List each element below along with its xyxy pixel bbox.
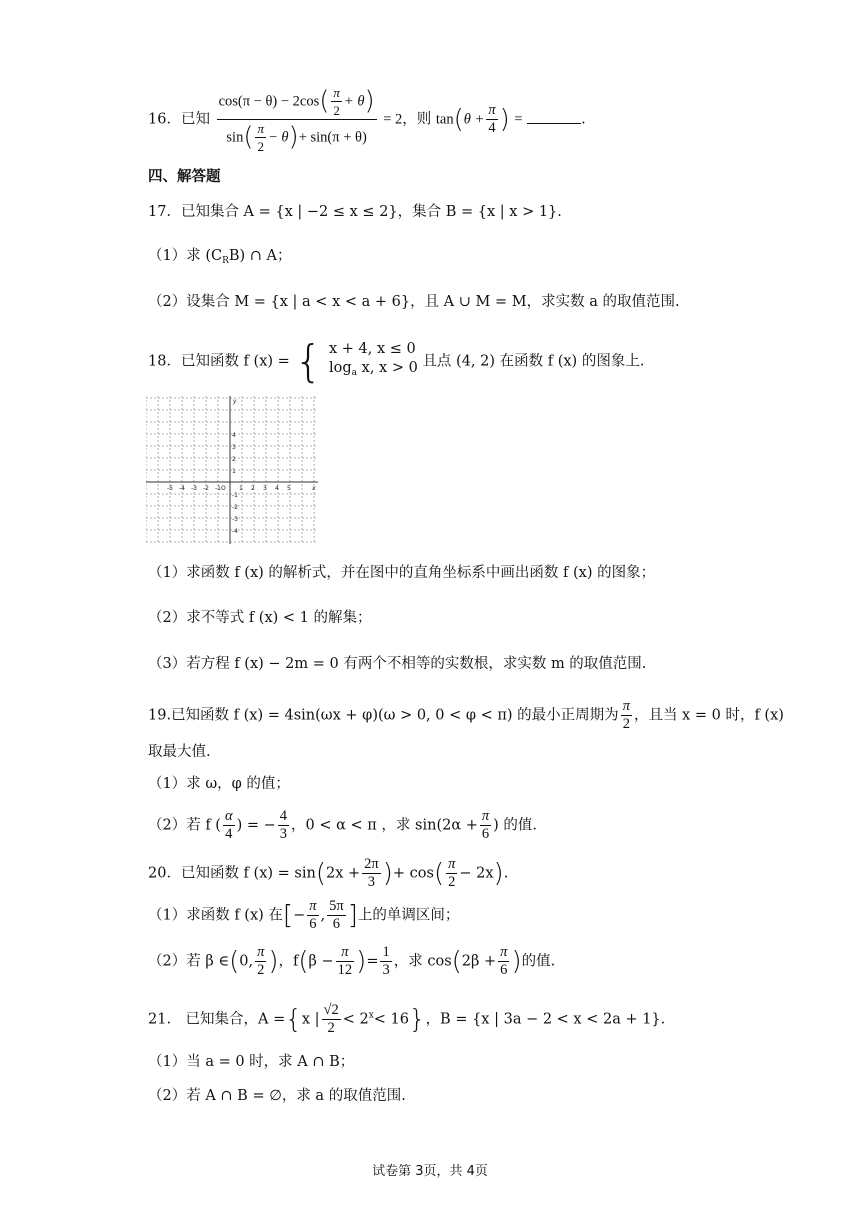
y-tick-label: 4 [232, 432, 236, 439]
y-tick-label: 1 [232, 468, 236, 475]
x-tick-label: -5 [167, 485, 173, 492]
section-heading: 四、解答题 [148, 169, 221, 185]
q16-fraction: cos(π − θ) − 2cos( $\frac{\pi}{2}$ + θ) sin( $\frac{\pi}{2}$ − θ)+ sin(π + θ) [218, 85, 375, 154]
q19-part1: （1）求 ω，φ 的值； [148, 776, 290, 792]
x-tick-label: 5 [287, 485, 291, 492]
question-16: 16．已知 cos(π − θ) − 2cos( $\frac{\pi}{2}$ + θ) sin( $\frac{\pi}{2}$ − θ)+ sin(π + θ) = 2，则 tan(θ + $\frac{\pi}{4}$ ) = . [148, 85, 586, 154]
x-tick-label: 4 [275, 485, 279, 492]
question-21: 21. 已知集合，A ={x | $\frac{√2}{2}$ < $2^x< 16$}，B = {x | 3a − 2 < x < 2a + 1}. [148, 1002, 666, 1036]
answer-blank[interactable] [527, 111, 581, 124]
y-tick-label: -4 [232, 528, 238, 535]
x-axis-label: x [312, 485, 316, 492]
q17-part1: （1）求 $(C_RB)$ ∩ A； [148, 248, 292, 266]
coordinate-grid[interactable] [146, 396, 318, 544]
x-tick-label: -4 [179, 485, 185, 492]
question-20: 20．已知函数 f (x) = sin(2x + $\frac{2\pi}{3}$ )+ cos( $\frac{\pi}{2}$ − 2x). [148, 856, 509, 890]
x-tick-label: 2 [251, 485, 255, 492]
q18-part1: （1）求函数 f (x) 的解析式，并在图中的直角坐标系中画出函数 f (x) 的图象； [148, 565, 656, 581]
q18-part3: （3）若方程 f (x) − 2m = 0 有两个不相等的实数根，求实数 m 的取值范围. [148, 656, 647, 672]
y-tick-label: -2 [232, 504, 238, 511]
y-axis-label: y [233, 398, 237, 405]
x-tick-label: -1 [215, 485, 221, 492]
y-tick-label: 2 [232, 456, 236, 463]
x-tick-label: 1 [239, 485, 243, 492]
x-tick-label: O [221, 485, 226, 492]
y-tick-label: -1 [232, 492, 238, 499]
q21-part2: （2）若 A ∩ B = ∅，求 a 的取值范围. [148, 1088, 406, 1104]
q19-part2: （2）若 f ( $\frac{\alpha}{4}$ ) = − $\frac{4}{3}$ ，0 < α < π ，求 sin(2α + $\frac{\pi}{6}$ ) 的值. [148, 808, 538, 842]
x-tick-label: -3 [191, 485, 197, 492]
x-tick-label: 3 [263, 485, 267, 492]
q20-part2: （2）若 β ∈(0, $\frac{\pi}{2}$ )，f(β − $\frac{\pi}{12}$ )= $\frac{1}{3}$ ，求 cos(2β + $\frac{\pi}{6}$ )的值. [148, 944, 556, 978]
y-tick-label: 3 [232, 444, 236, 451]
question-17: 17．已知集合 A = {x | −2 ≤ x ≤ 2}，集合 B = {x | x > 1}. [148, 204, 562, 220]
page-footer: 试卷第 3页，共 4页 [372, 1164, 488, 1179]
q18-part2: （2）求不等式 f (x) < 1 的解集； [148, 610, 372, 626]
y-tick-label: -3 [232, 516, 238, 523]
q20-part1: （1）求函数 f (x) 在[− $\frac{\pi}{6}$ , $\frac{5\pi}{6}$ ]上的单调区间； [148, 898, 460, 932]
q17-part2: （2）设集合 M = {x | a < x < a + 6}，且 A ∪ M = M，求实数 a 的取值范围. [148, 294, 680, 310]
q21-part1: （1）当 a = 0 时，求 A ∩ B； [148, 1054, 355, 1070]
q19-line2: 取最大值. [148, 744, 211, 760]
question-18: 18．已知函数 f (x) = { x + 4, x ≤ 0 $\log_a x$, x > 0 且点 (4, 2) 在函数 f (x) 的图象上. [148, 335, 645, 387]
q16-label: 16．已知 [148, 111, 210, 128]
x-tick-label: -2 [203, 485, 209, 492]
question-19: 19.已知函数 f (x) = 4sin(ωx + φ)(ω > 0, 0 < φ < π) 的最小正周期为 $\frac{\pi}{2}$ ，且当 x = 0 时，f (x) [148, 698, 784, 732]
